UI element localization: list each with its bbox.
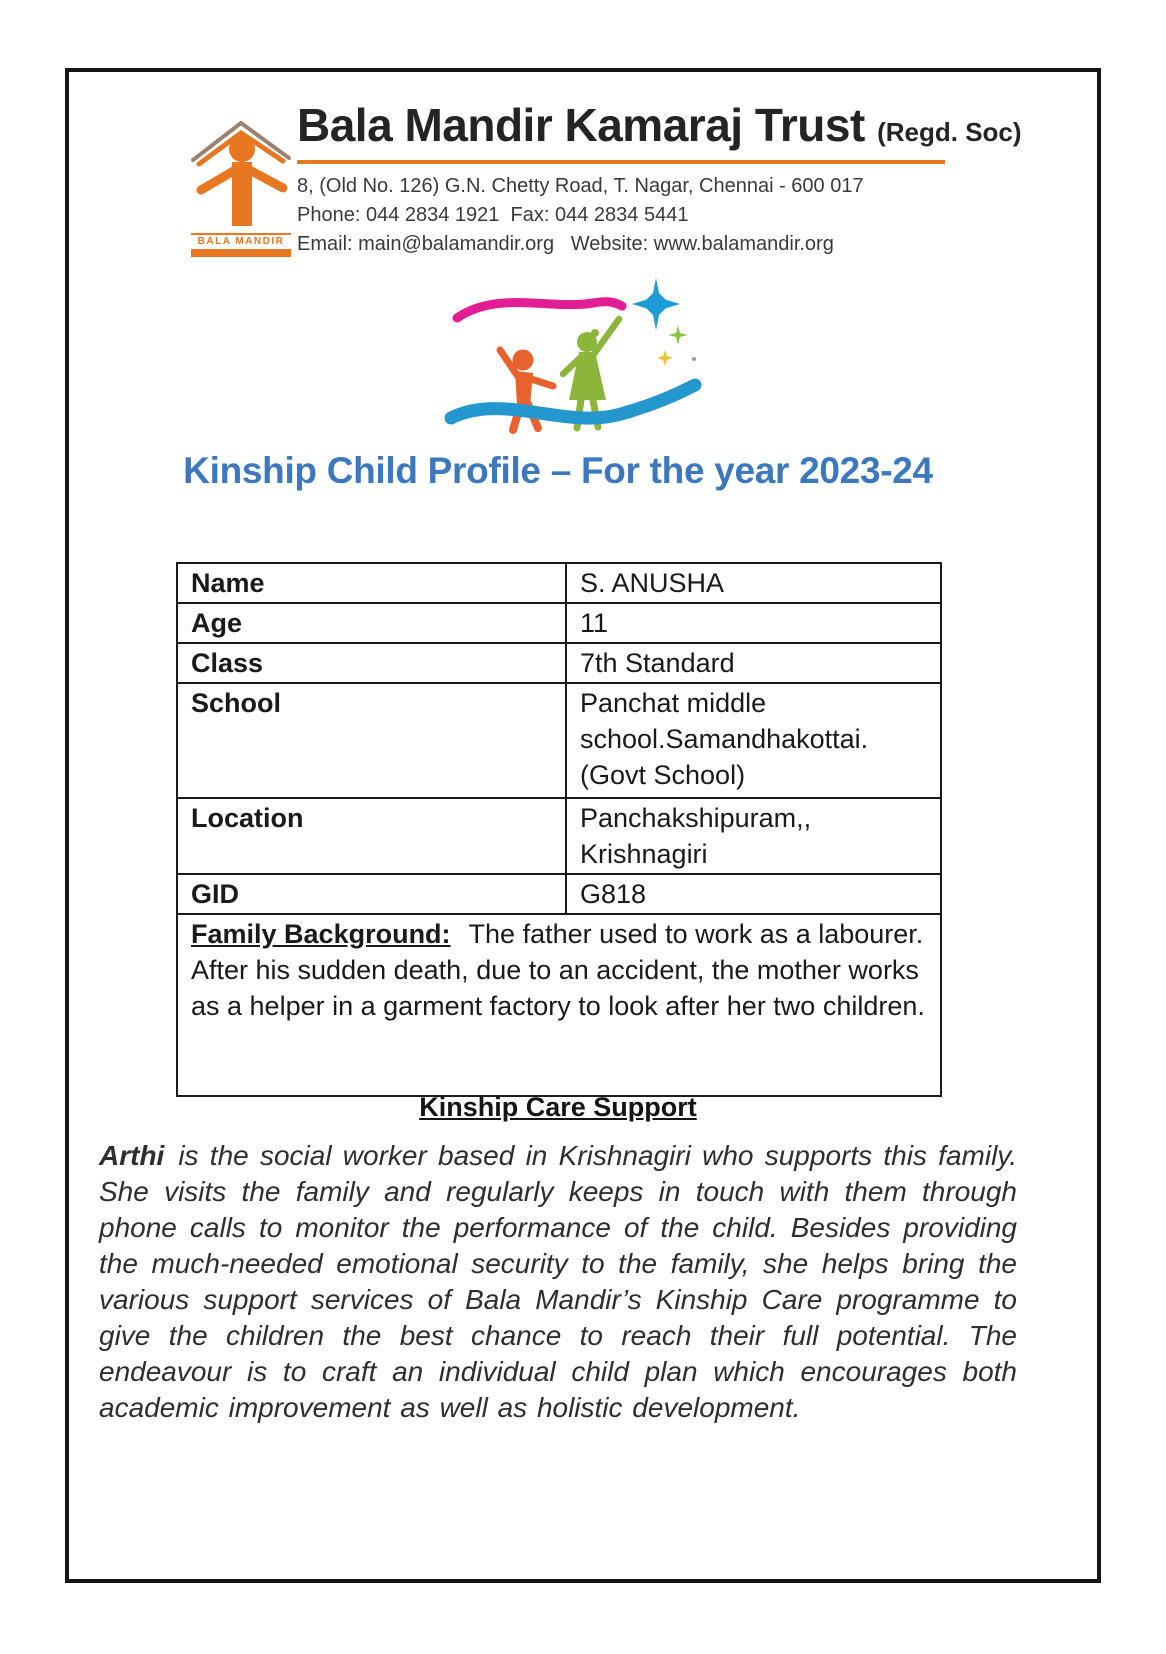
profile-field-label: Age: [177, 603, 566, 643]
profile-field-label: Name: [177, 563, 566, 603]
table-row: [177, 798, 941, 874]
org-name-text: Bala Mandir Kamaraj Trust: [297, 99, 865, 151]
social-worker-name: Arthi: [99, 1140, 165, 1171]
children-graphic: [443, 262, 703, 442]
profile-field-value: 7th Standard: [566, 643, 941, 683]
table-row: [177, 563, 941, 603]
logo-underline-bar: [191, 249, 291, 257]
page-title: Kinship Child Profile – For the year 2023-24: [183, 450, 933, 491]
org-phone-fax: Phone: 044 2834 1921 Fax: 044 2834 5441: [297, 203, 689, 226]
profile-field-value: Panchakshipuram,, Krishnagiri: [566, 798, 941, 874]
org-logo: [185, 116, 297, 257]
kinship-support-paragraph: [99, 1138, 1017, 1426]
org-registration-suffix: (Regd. Soc): [877, 117, 1022, 147]
family-background-label: Family Background:: [191, 919, 451, 949]
children-star-graphic-icon: [443, 262, 703, 442]
table-row: [177, 683, 941, 798]
logo-caption: BALA MANDIR: [191, 233, 291, 248]
profile-field-value: 11: [566, 603, 941, 643]
table-row: [177, 603, 941, 643]
profile-field-label: GID: [177, 874, 566, 914]
org-name: [297, 99, 1022, 151]
profile-field-label: Class: [177, 643, 566, 683]
org-email-website: Email: main@balamandir.org Website: www.balamandir.org: [297, 232, 834, 255]
header-divider: [297, 160, 945, 164]
family-background-cell: [177, 914, 941, 1096]
profile-field-value: G818: [566, 874, 941, 914]
org-address: 8, (Old No. 126) G.N. Chetty Road, T. Nagar, Chennai - 600 017: [297, 174, 864, 197]
section-heading: Kinship Care Support: [419, 1092, 697, 1122]
kinship-support-text: is the social worker based in Krishnagiri who supports this family. She visits the family and regularly keeps in touch with them through phone calls to monitor the performance of the child. Besides providing the much-needed emotional security to the family, she helps bring the various support services of Bala Mandir’s Kinship Care programme to give the children the best chance to reach their full potential. The endeavour is to craft an individual child plan which encourages both academic improvement as well as holistic development.: [99, 1140, 1017, 1423]
table-row: [177, 643, 941, 683]
letterhead: [297, 99, 1022, 259]
family-background-text: The father used to work as a labourer. After his sudden death, due to an accident, the mother works as a helper in a garment factory to look after her two children.: [191, 919, 930, 1021]
profile-field-value: S. ANUSHA: [566, 563, 941, 603]
profile-field-label: School: [177, 683, 566, 798]
profile-field-label: Location: [177, 798, 566, 874]
child-profile-table: [176, 562, 942, 1097]
bala-mandir-logo-icon: [185, 116, 297, 228]
page-border-frame: [65, 68, 1101, 1583]
family-background-row: [177, 914, 941, 1096]
table-row: [177, 874, 941, 914]
profile-field-value: Panchat middle school.Samandhakottai. (Govt School): [566, 683, 941, 798]
